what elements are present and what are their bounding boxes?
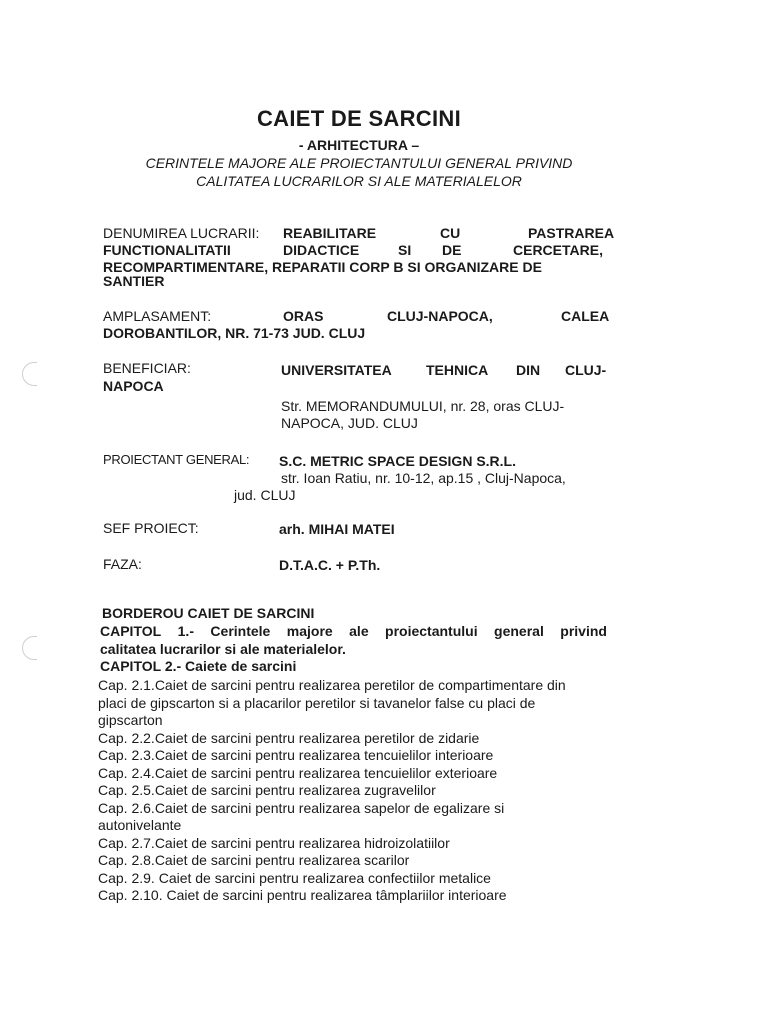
amplasament-line2: DOROBANTILOR, NR. 71-73 JUD. CLUJ	[103, 325, 366, 341]
capitol-1-line1	[100, 623, 607, 641]
list-item: Cap. 2.3.Caiet de sarcini pentru realizarea tencuielilor interioare	[98, 747, 494, 763]
capitol-1-line2: calitatea lucrarilor si ale materialelor.	[100, 640, 346, 657]
sef-proiect-label: SEF PROIECT:	[103, 520, 199, 536]
capitol-2: CAPITOL 2.- Caiete de sarcini	[100, 658, 297, 674]
amplasament-label: AMPLASAMENT:	[103, 308, 212, 324]
sef-proiect-value: arh. MIHAI MATEI	[279, 521, 395, 537]
denumire-word: PASTRAREA	[528, 225, 615, 241]
capitol-1-word: CAPITOL	[100, 623, 162, 639]
list-item: Cap. 2.4.Caiet de sarcini pentru realizarea tencuielilor exterioare	[98, 764, 498, 781]
list-item: Cap. 2.6.Caiet de sarcini pentru realizarea sapelor de egalizare si	[98, 799, 505, 816]
amplasament-word: CALEA	[561, 308, 610, 324]
punch-hole-mark	[22, 362, 37, 386]
list-item: autonivelante	[98, 817, 182, 833]
list-item: placi de gipscarton si a placarilor peretilor si tavanelor false cu placi de	[98, 694, 536, 711]
capitol-1-word: ale	[349, 623, 369, 639]
beneficiar-label: BENEFICIAR:	[103, 360, 191, 376]
faza-value: D.T.A.C. + P.Th.	[279, 557, 381, 573]
list-item: Cap. 2.7.Caiet de sarcini pentru realizarea hidroizolatiilor	[98, 834, 450, 851]
beneficiar-address-line2: NAPOCA, JUD. CLUJ	[281, 415, 418, 431]
capitol-1	[100, 623, 607, 658]
capitol-1-word: 1.-	[177, 623, 194, 639]
borderou-heading: BORDEROU CAIET DE SARCINI	[102, 605, 315, 621]
list-item: Cap. 2.5.Caiet de sarcini pentru realizarea zugravelilor	[98, 782, 436, 798]
beneficiar-word: UNIVERSITATEA	[281, 362, 392, 378]
proiectant-name: S.C. METRIC SPACE DESIGN S.R.L.	[279, 453, 516, 469]
list-item: Cap. 2.8.Caiet de sarcini pentru realizarea scarilor	[98, 852, 410, 868]
document-subtitle-line2: CERINTELE MAJORE ALE PROIECTANTULUI GENERAL PRIVIND	[145, 155, 573, 171]
denumire-word: CERCETARE,	[513, 242, 603, 258]
amplasament-word: ORAS	[283, 308, 324, 324]
proiectant-label: PROIECTANT GENERAL:	[103, 452, 250, 467]
proiectant-address-line2: jud. CLUJ	[234, 487, 296, 503]
caiet-list	[98, 677, 608, 905]
document-subtitle-line3: CALITATEA LUCRARILOR SI ALE MATERIALELOR	[196, 173, 522, 189]
list-item: Cap. 2.10. Caiet de sarcini pentru realizarea tâmplariilor interioare	[98, 887, 507, 903]
list-item: Cap. 2.2.Caiet de sarcini pentru realizarea peretilor de zidarie	[98, 729, 480, 746]
capitol-1-word: majore	[286, 623, 333, 639]
proiectant-address-line1: str. Ioan Ratiu, nr. 10-12, ap.15 , Cluj-Napoca,	[281, 470, 566, 486]
denumire-word: CU	[440, 225, 461, 241]
beneficiar-word: TEHNICA	[426, 362, 489, 378]
document-title: CAIET DE SARCINI	[256, 106, 462, 131]
denumire-word: FUNCTIONALITATII	[103, 242, 231, 258]
amplasament-word: CLUJ-NAPOCA,	[387, 308, 493, 324]
list-item: Cap. 2.1.Caiet de sarcini pentru realizarea peretilor de compartimentare din	[98, 677, 566, 693]
capitol-1-word: general	[494, 623, 544, 639]
beneficiar-word: CLUJ-	[565, 362, 607, 378]
capitol-1-word: privind	[560, 623, 607, 639]
beneficiar-word: DIN	[516, 362, 541, 378]
list-item: gipscarton	[98, 712, 163, 728]
list-item: Cap. 2.9. Caiet de sarcini pentru realizarea confectiilor metalice	[98, 869, 491, 886]
beneficiar-line2: NAPOCA	[103, 378, 164, 394]
denumire-line3: RECOMPARTIMENTARE, REPARATII CORP B SI ORGANIZARE DE	[103, 259, 542, 275]
faza-label: FAZA:	[103, 556, 142, 572]
capitol-1-word: Cerintele	[210, 623, 271, 639]
denumire-word: SI	[398, 242, 412, 258]
capitol-1-word: proiectantului	[385, 623, 478, 639]
document-subtitle: - ARHITECTURA –	[298, 137, 420, 153]
denumire-word: REABILITARE	[283, 225, 377, 241]
denumire-label: DENUMIREA LUCRARII:	[103, 225, 260, 241]
denumire-word: DIDACTICE	[283, 242, 360, 258]
denumire-line4: SANTIER	[103, 273, 165, 289]
beneficiar-address-line1: Str. MEMORANDUMULUI, nr. 28, oras CLUJ-	[281, 398, 565, 414]
denumire-word: DE	[442, 242, 462, 258]
punch-hole-mark	[22, 636, 37, 660]
